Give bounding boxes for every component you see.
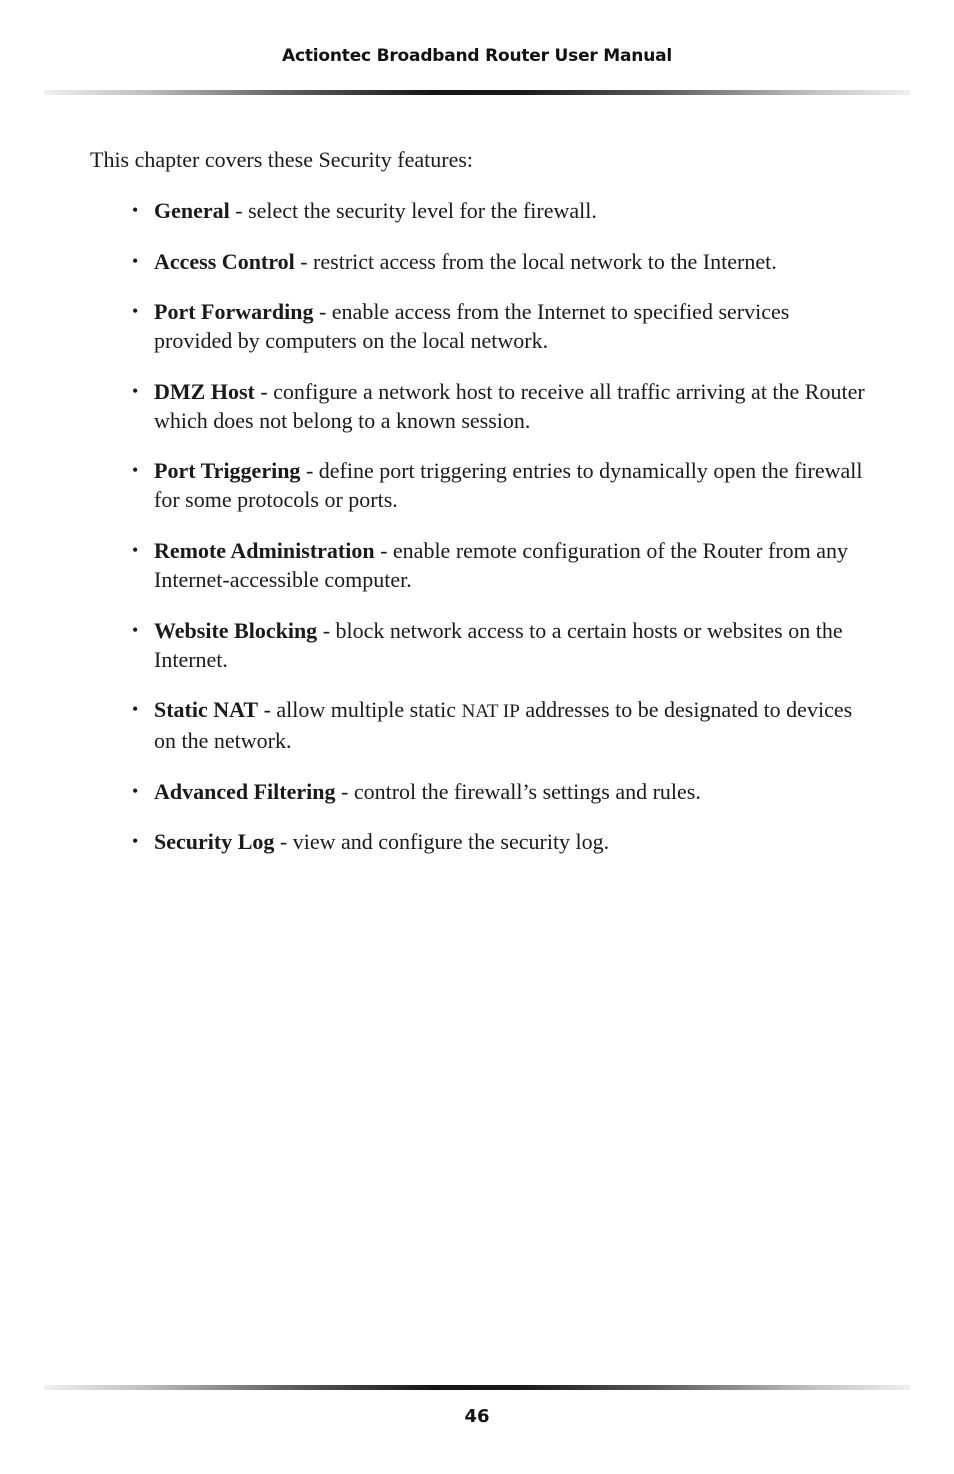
feature-term: Advanced Filtering (154, 778, 336, 804)
list-item (130, 827, 865, 856)
bullet-icon: • (132, 460, 139, 481)
list-item (130, 377, 865, 435)
list-item (130, 196, 865, 225)
bullet-icon: • (132, 831, 139, 852)
list-item (130, 616, 865, 674)
feature-description: - enable remote configuration of the Router from any Internet-accessible computer. (154, 537, 849, 592)
feature-term: Website Blocking (154, 617, 318, 643)
feature-description: - define port triggering entries to dynamically open the firewall for some protocols or ports. (154, 458, 863, 513)
feature-term: Security Log (154, 829, 275, 855)
feature-description: - block network access to a certain hosts or websites on the Internet. (154, 617, 843, 672)
bullet-icon: • (132, 200, 139, 220)
feature-term: General (154, 198, 230, 223)
list-item (130, 695, 865, 755)
feature-term: DMZ Host (154, 378, 255, 404)
list-item (130, 536, 865, 594)
bullet-icon: • (132, 619, 139, 640)
feature-description: - control the firewall’s settings and rules. (335, 778, 701, 804)
intro-text: This chapter covers these Security features: (90, 147, 474, 172)
header-divider (44, 90, 910, 95)
nat-ip-abbreviation: NAT IP (461, 701, 520, 723)
feature-term: Port Triggering (154, 458, 301, 484)
feature-description-continued: addresses to be designated to devices on the network. (154, 697, 853, 754)
list-item (130, 456, 865, 514)
list-item (130, 247, 865, 276)
bullet-icon: • (132, 539, 139, 560)
feature-description: - allow multiple static (258, 697, 462, 723)
list-item (130, 297, 865, 355)
bullet-icon: • (132, 380, 139, 401)
feature-description: - select the security level for the firewall. (229, 198, 597, 223)
page-number: 46 (464, 1406, 490, 1427)
bullet-icon: • (132, 780, 139, 801)
list-item (130, 777, 865, 806)
bullet-icon: • (132, 699, 139, 720)
feature-term: Access Control (154, 248, 295, 274)
feature-description: - view and configure the security log. (274, 829, 610, 855)
feature-term: Remote Administration (154, 537, 375, 563)
feature-term: Port Forwarding (154, 299, 314, 325)
bullet-icon: • (132, 301, 139, 322)
feature-description: - configure a network host to receive all traffic arriving at the Router which does not belong to a known session. (154, 378, 865, 433)
footer-divider (44, 1385, 910, 1390)
manual-title: Actiontec Broadband Router User Manual (282, 46, 672, 66)
security-feature-list (130, 196, 865, 878)
feature-description: - enable access from the Internet to specified services provided by computers on the local network. (154, 299, 790, 354)
feature-description: - restrict access from the local network to the Internet. (294, 248, 777, 274)
bullet-icon: • (132, 250, 139, 271)
feature-term: Static NAT (154, 697, 259, 723)
